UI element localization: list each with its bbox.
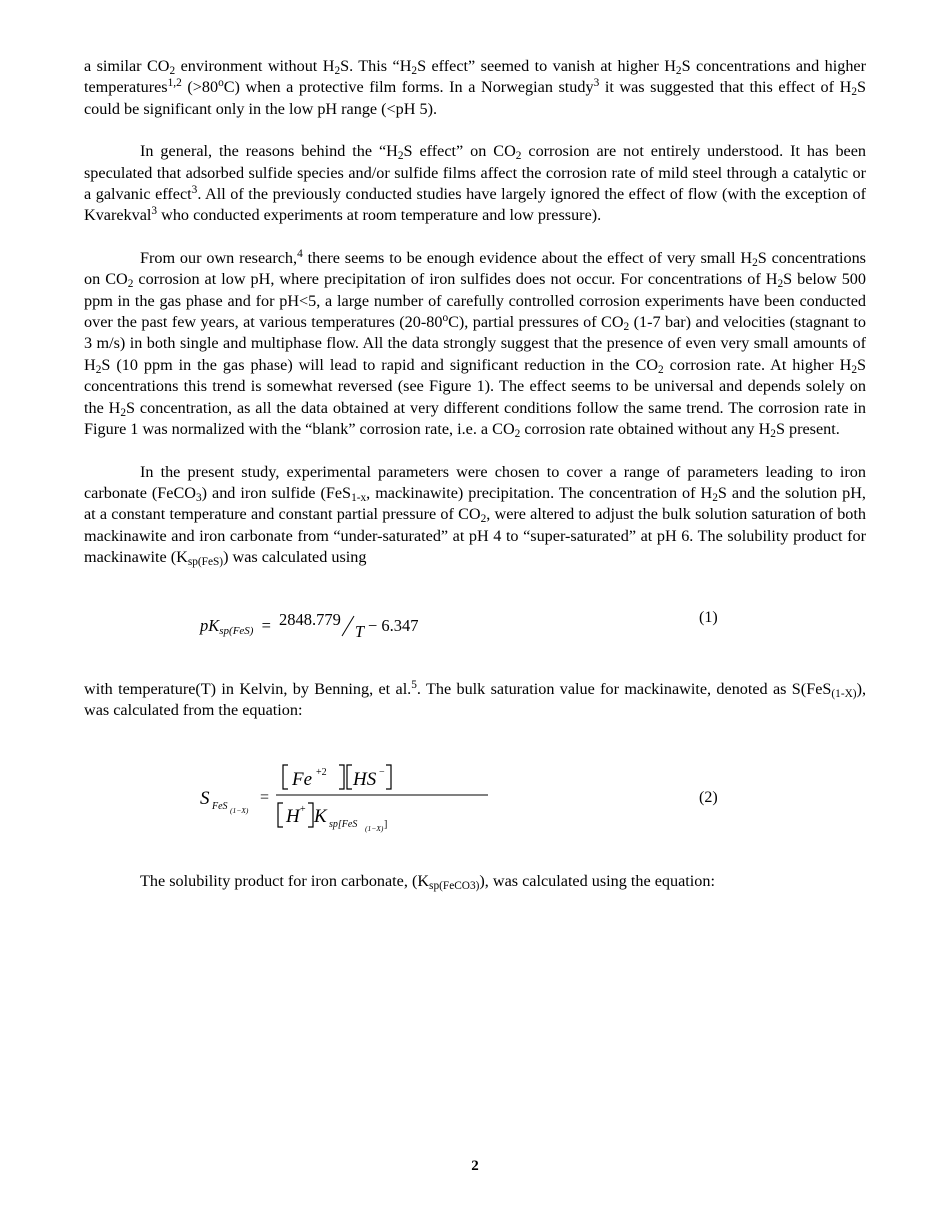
subscript: 2 (851, 86, 857, 99)
subscript: 2 (127, 278, 134, 291)
eq-superscript: + (300, 804, 306, 816)
text: S concentrations and higher temperatures (84, 57, 867, 97)
text: (1-7 bar) and velocities (stagnant to 3 m/s) in both single and multiphase flow. All the data strongly suggest that the presence of even very small amounts of H (84, 313, 867, 374)
equation-1-number: (1) (699, 608, 718, 626)
text: ), was calculated using the equation: (479, 872, 715, 891)
text: S (10 ppm in the gas phase) will lead to rapid and significant reduction in the CO (101, 355, 659, 374)
eq-superscript: +2 (316, 767, 327, 779)
text: a similar CO (84, 57, 170, 75)
paragraph-6 (84, 871, 866, 892)
equation-2-number: (2) (699, 789, 718, 807)
subscript: 2 (752, 256, 758, 269)
text: (>80 (181, 78, 219, 97)
text: C), partial pressures of CO (448, 313, 624, 332)
equation-2 (84, 755, 866, 835)
page-body (84, 56, 866, 893)
subscript: 2 (480, 513, 487, 526)
page-number: 2 (471, 1158, 479, 1174)
text: C) when a protective film forms. In a Norwegian study (223, 78, 594, 97)
eq-term: − 6.347 (367, 615, 419, 635)
subscript: 2 (397, 150, 404, 163)
equals-sign: = (261, 615, 271, 635)
subscript: 2 (411, 64, 418, 77)
equation-2-expression (196, 755, 526, 833)
citation: 3 (151, 205, 158, 218)
eq-numerator: 2848.779 (279, 609, 341, 629)
text: environment without H (175, 57, 335, 75)
eq-subscript: sp(FeS) (219, 624, 254, 637)
text: ), was calculated from the equation: (84, 679, 866, 719)
eq-denominator: T (354, 621, 364, 641)
eq-subscript: (1−X) (230, 806, 249, 816)
equation-1-expression (200, 609, 419, 641)
citation: 4 (297, 247, 303, 260)
text: there seems to be enough evidence about the effect of very small H (302, 248, 753, 267)
text: it was suggested that this effect of H (599, 78, 852, 97)
text: corrosion rate. At higher H (663, 355, 852, 374)
subscript: (1-X) (831, 687, 857, 700)
text: , mackinawite) precipitation. The concentration of H (366, 483, 713, 502)
text: S could be significant only in the low pH range (<pH 5). (84, 78, 866, 118)
degree-mark: o (442, 311, 449, 324)
subscript: 1-x (351, 491, 367, 504)
subscript: sp(FeS) (187, 555, 224, 568)
eq-term: HS (353, 769, 377, 791)
citation: 3 (191, 183, 198, 196)
subscript: 2 (712, 491, 718, 504)
text: with temperature(T) in Kelvin, by Benning, et al. (84, 679, 412, 698)
eq-subscript: sp[FeS (329, 819, 358, 831)
fraction-slash-icon (341, 615, 355, 637)
subscript: 2 (770, 427, 776, 440)
subscript: 2 (851, 363, 857, 376)
text: S effect” on CO (403, 142, 516, 161)
paragraph-4 (84, 462, 866, 569)
citation: 3 (593, 77, 600, 90)
text: S and the solution pH, at a constant temperature and constant partial pressure of CO (84, 483, 866, 524)
eq-term: H (286, 806, 300, 828)
citation: 1,2 (167, 77, 182, 90)
subscript: 2 (658, 363, 664, 376)
equation-1 (84, 609, 866, 669)
text: , were altered to adjust the bulk solution saturation of both mackinawite and iron carbonate from “under-saturated” at pH 4 to “super-saturated” at pH 6. The solubility product for mackinawite (K (84, 505, 866, 567)
text: S concentration, as all the data obtained at very different conditions follow the same trend. The corrosion rate in Figure 1 was normalized with the “blank” corrosion rate, i.e. a CO (84, 398, 866, 439)
subscript: 2 (777, 278, 784, 291)
subscript: 2 (95, 363, 102, 376)
text: corrosion at low pH, where precipitation of iron sulfides does not occur. For concentrations of H (133, 270, 778, 289)
text: . All of the previously conducted studies have largely ignored the effect of flow (with the exception of Kvarekval (84, 185, 867, 225)
subscript: 2 (120, 406, 127, 419)
paragraph-1 (84, 56, 866, 120)
eq-subscript: ] (384, 819, 388, 831)
subscript: 2 (514, 427, 521, 440)
text: . The bulk saturation value for mackinawite, denoted as S(FeS (416, 679, 832, 698)
eq-term: S (200, 788, 210, 810)
subscript: 2 (515, 150, 522, 163)
subscript: 3 (195, 491, 202, 504)
text: In general, the reasons behind the “H (140, 142, 398, 161)
degree-mark: o (218, 77, 224, 90)
text: The solubility product for iron carbonate, (K (140, 872, 430, 891)
citation: 5 (411, 678, 417, 691)
eq-term: pK (200, 615, 220, 635)
paragraph-5 (84, 679, 866, 722)
eq-subscript: (1−X) (365, 824, 384, 834)
subscript: 2 (675, 64, 682, 77)
text: S present. (775, 420, 840, 439)
text: ) was calculated using (223, 548, 367, 567)
text: S effect” seemed to vanish at higher H (417, 57, 676, 75)
eq-term: Fe (292, 769, 313, 791)
text: S. This “H (340, 57, 412, 75)
text: S below 500 ppm in the gas phase and for pH<5, a large number of carefully controlled corrosion experiments have been conducted over the past few years, at various temperatures (20-80 (84, 270, 866, 332)
eq-superscript: − (379, 767, 385, 779)
text: S concentrations on CO (84, 248, 866, 289)
paragraph-2 (84, 141, 866, 227)
text: corrosion rate obtained without any H (520, 420, 771, 439)
subscript: sp(FeCO3) (429, 880, 480, 893)
text: ) and iron sulfide (FeS (201, 483, 352, 502)
subscript: 2 (623, 320, 630, 333)
text: corrosion are not entirely understood. It has been speculated that adsorbed sulfide species and/or sulfide films affect the corrosion rate of mild steel through a catalytic or a galvanic effect (84, 142, 867, 204)
text: S concentrations this trend is somewhat reversed (see Figure 1). The effect seems to be universal and depends solely on the H (84, 355, 867, 417)
subscript: 2 (334, 64, 341, 77)
text: In the present study, experimental parameters were chosen to cover a range of parameters leading to iron carbonate (FeCO (84, 462, 866, 502)
eq-subscript: FeS (212, 801, 228, 813)
eq-term: K (314, 806, 327, 828)
subscript: 2 (169, 64, 176, 77)
equals-sign: = (260, 789, 270, 807)
paragraph-3 (84, 248, 866, 441)
text: From our own research, (140, 248, 298, 267)
text: who conducted experiments at room temperature and low pressure). (157, 206, 602, 225)
